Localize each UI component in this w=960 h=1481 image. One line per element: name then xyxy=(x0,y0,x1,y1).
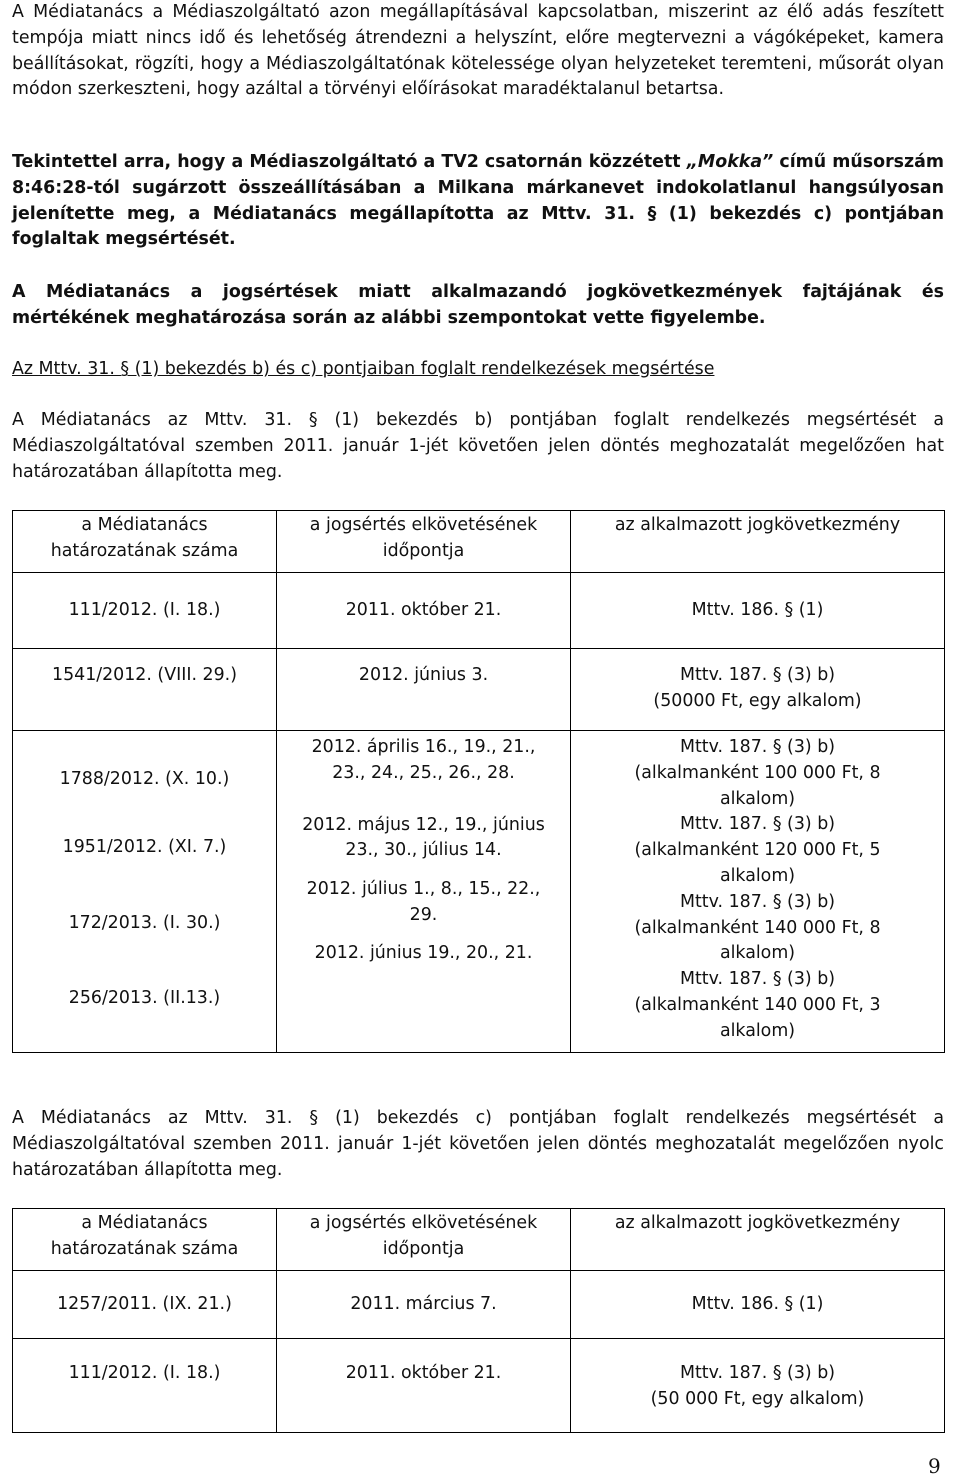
header-line: határozatának száma xyxy=(50,1238,239,1259)
decision-number: 172/2013. (I. 30.) xyxy=(68,912,221,933)
sanction: Mttv. 186. § (1) xyxy=(571,1271,945,1339)
sanction-line: alkalom) xyxy=(719,943,796,964)
sanction-line: alkalom) xyxy=(719,865,796,886)
table-row-group xyxy=(13,731,945,1053)
header-line: a Médiatanács xyxy=(81,1213,208,1233)
decision-number: 1257/2011. (IX. 21.) xyxy=(13,1271,277,1339)
page-number: 9 xyxy=(928,1454,941,1478)
decision-number: 1541/2012. (VIII. 29.) xyxy=(13,649,277,731)
violation-date: 2012. április 16., 19., 21., xyxy=(311,737,536,757)
violation-date: 23., 30., július 14. xyxy=(345,840,502,861)
paragraph-c: A Médiatanács az Mttv. 31. § (1) bekezdés c) pontjában foglalt rendelkezés megsértését a Médiaszolgáltatóval szemben 2011. január 1-jét követően jelen döntés meghozatalát megelőzően nyolc határozatában állapította meg. xyxy=(12,1108,944,1180)
table-header-row xyxy=(13,511,945,573)
violation-date: 2011. március 7. xyxy=(277,1271,571,1339)
violation-date: 2011. október 21. xyxy=(277,573,571,649)
sanction-line: (alkalmanként 100 000 Ft, 8 xyxy=(634,762,881,783)
decision-number: 1788/2012. (X. 10.) xyxy=(59,769,230,789)
violation-date: 23., 24., 25., 26., 28. xyxy=(332,762,515,783)
header-decision-number xyxy=(13,511,277,573)
sanction-line: alkalom) xyxy=(719,1020,796,1041)
finding-after: című műsorszám 8:46:28-tól sugárzott összeállításában a Milkana márkanevet indokolatlanul hangsúlyosan jelenítette meg, a Médiatanács megállapította az Mttv. 31. § (1) bekezdés c) pontjában foglaltak megsértését. xyxy=(12,152,944,250)
sanction xyxy=(571,1339,945,1433)
sanction-line: (alkalmanként 120 000 Ft, 5 xyxy=(634,840,881,861)
decision-number: 111/2012. (I. 18.) xyxy=(13,1339,277,1433)
violation-date: 2012. július 1., 8., 15., 22., xyxy=(306,879,541,900)
header-line: az alkalmazott jogkövetkezmény xyxy=(614,515,901,535)
header-violation-date xyxy=(277,1209,571,1271)
intro-paragraph: A Médiatanács a Médiaszolgáltató azon megállapításával kapcsolatban, miszerint az élő adás feszített tempója miatt nincs idő és lehetőség átrendezni a helyszínt, előre megtervezni a vágóképeket, kamera beállításokat, rögzíti, hogy a Médiaszolgáltatónak kötelessége olyan helyzeteket teremteni, műsorát olyan módon szerkeszteni, hogy azáltal a törvényi előírásokat maradéktalanul betartsa. xyxy=(12,2,944,100)
sanctions-table-c xyxy=(12,1208,945,1433)
sanction-line: alkalom) xyxy=(719,788,796,809)
sanction: Mttv. 186. § (1) xyxy=(571,573,945,649)
header-line: a jogsértés elkövetésének xyxy=(309,1213,538,1233)
header-line: időpontja xyxy=(382,540,465,561)
decision-number: 111/2012. (I. 18.) xyxy=(13,573,277,649)
finding-before: Tekintettel arra, hogy a Médiaszolgáltató a TV2 csatornán közzétett xyxy=(12,152,687,172)
sanction xyxy=(571,649,945,731)
sanction-line: Mttv. 187. § (3) b) xyxy=(679,969,836,990)
sanction-detail: (50000 Ft, egy alkalom) xyxy=(653,690,862,711)
header-violation-date xyxy=(277,511,571,573)
violation-date: 2012. június 19., 20., 21. xyxy=(314,942,533,963)
consideration-paragraph: A Médiatanács a jogsértések miatt alkalmazandó jogkövetkezmények fajtájának és mértékének meghatározása során az alábbi szempontokat vette figyelembe. xyxy=(12,282,944,328)
header-line: időpontja xyxy=(382,1238,465,1259)
violation-date: 29. xyxy=(409,904,438,925)
sanction-detail: (50 000 Ft, egy alkalom) xyxy=(650,1388,865,1409)
violation-date: 2012. május 12., 19., június xyxy=(302,814,545,835)
header-decision-number xyxy=(13,1209,277,1271)
sanction-line: Mttv. 187. § (3) b) xyxy=(679,1363,836,1383)
table-row xyxy=(13,1339,945,1433)
decision-number-group xyxy=(13,731,277,1053)
sanction-line: Mttv. 187. § (3) b) xyxy=(679,891,836,912)
violation-date: 2012. június 3. xyxy=(277,649,571,731)
sanction-group xyxy=(571,731,945,1053)
sanction-line: Mttv. 187. § (3) b) xyxy=(679,814,836,835)
sanction-line: Mttv. 187. § (3) b) xyxy=(679,665,836,685)
decision-number: 1951/2012. (XI. 7.) xyxy=(62,836,227,857)
header-line: az alkalmazott jogkövetkezmény xyxy=(614,1213,901,1233)
section-heading: Az Mttv. 31. § (1) bekezdés b) és c) pontjaiban foglalt rendelkezések megsértése xyxy=(12,359,715,379)
table-header-row xyxy=(13,1209,945,1271)
violation-date: 2011. október 21. xyxy=(277,1339,571,1433)
table-row xyxy=(13,1271,945,1339)
header-sanction xyxy=(571,511,945,573)
sanctions-table-b xyxy=(12,510,945,1053)
sanction-line: (alkalmanként 140 000 Ft, 8 xyxy=(634,917,881,938)
violation-date-group xyxy=(277,731,571,1053)
header-sanction xyxy=(571,1209,945,1271)
decision-number: 256/2013. (II.13.) xyxy=(68,988,221,1009)
sanction-line: Mttv. 187. § (3) b) xyxy=(679,737,836,757)
header-line: határozatának száma xyxy=(50,540,239,561)
header-line: a Médiatanács xyxy=(81,515,208,535)
paragraph-b: A Médiatanács az Mttv. 31. § (1) bekezdés b) pontjában foglalt rendelkezés megsértését a Médiaszolgáltatóval szemben 2011. január 1-jét követően jelen döntés meghozatalát megelőzően hat határozatában állapította meg. xyxy=(12,410,944,482)
table-row xyxy=(13,649,945,731)
sanction-line: (alkalmanként 140 000 Ft, 3 xyxy=(634,994,881,1015)
header-line: a jogsértés elkövetésének xyxy=(309,515,538,535)
program-title: „Mokka” xyxy=(686,152,774,172)
table-row xyxy=(13,573,945,649)
finding-paragraph xyxy=(12,150,944,253)
